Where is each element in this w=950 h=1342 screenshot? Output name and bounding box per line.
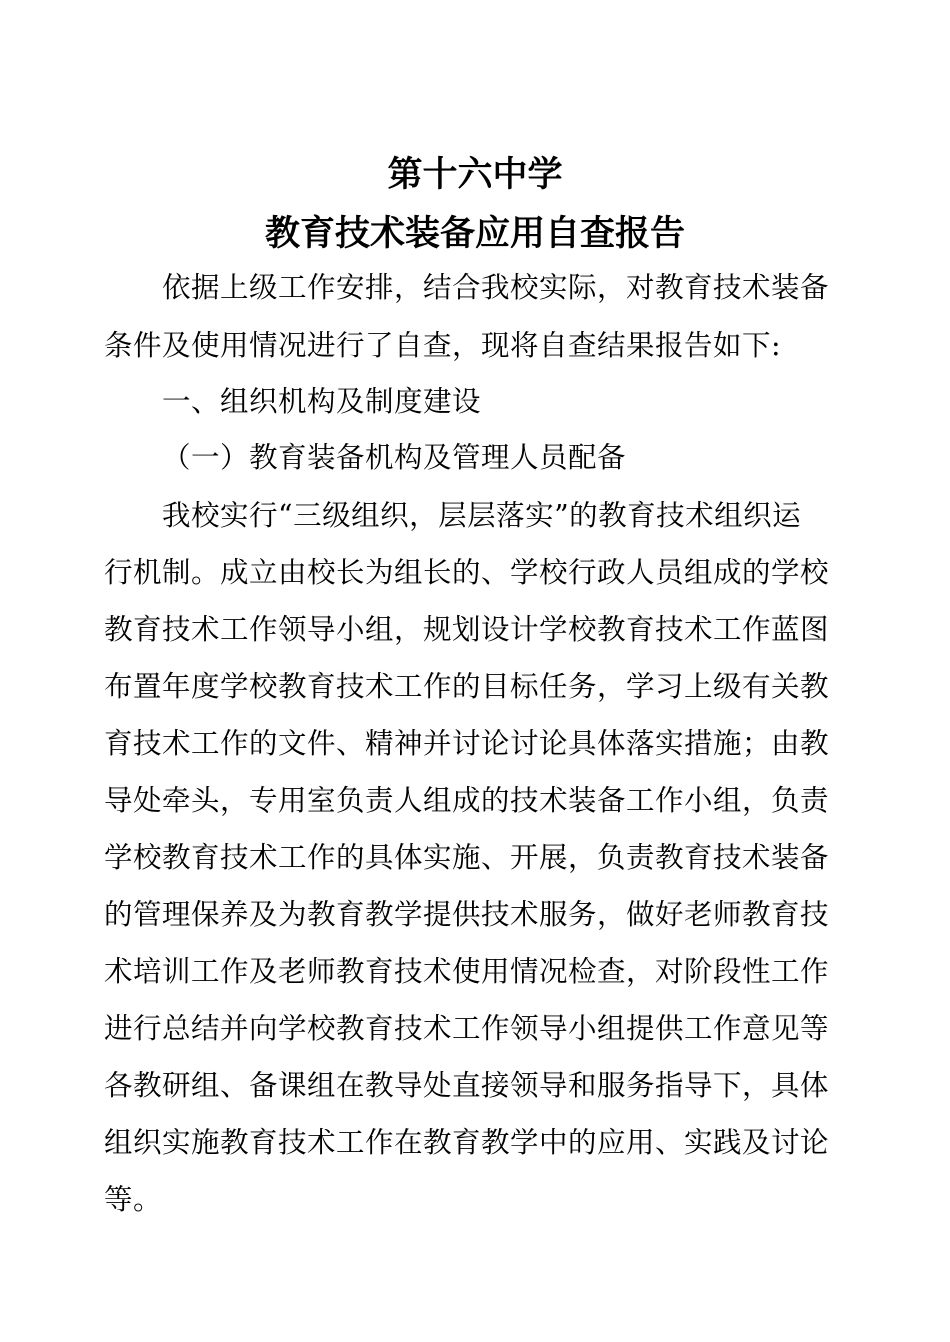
body-paragraph-line-3: 教育技术工作领导小组，规划设计学校教育技术工作蓝图 [104,613,830,646]
document-title-school: 第十六中学 [387,154,563,195]
body-paragraph-line-10: 进行总结并向学校教育技术工作领导小组提供工作意见等 [104,1012,830,1045]
body-paragraph-line-6: 导处牵头，专用室负责人组成的技术装备工作小组，负责 [104,784,830,817]
intro-paragraph-line-1: 依据上级工作安排，结合我校实际，对教育技术装备 [162,271,830,304]
section-heading-1: 一、组织机构及制度建设 [162,385,482,418]
body-paragraph-line-12: 组织实施教育技术工作在教育教学中的应用、实践及讨论 [104,1126,830,1159]
body-paragraph-line-4: 布置年度学校教育技术工作的目标任务，学习上级有关教 [104,670,830,703]
body-paragraph-line-1: 我校实行“三级组织，层层落实”的教育技术组织运 [162,499,802,532]
body-paragraph-line-9: 术培训工作及老师教育技术使用情况检查，对阶段性工作 [104,955,830,988]
body-paragraph-line-2: 行机制。成立由校长为组长的、学校行政人员组成的学校 [104,556,830,589]
subsection-heading-1: （一）教育装备机构及管理人员配备 [162,441,627,474]
document-title-report: 教育技术装备应用自查报告 [264,213,685,254]
body-paragraph-line-7: 学校教育技术工作的具体实施、开展，负责教育技术装备 [104,841,830,874]
body-paragraph-line-13: 等。 [104,1183,163,1216]
body-paragraph-line-5: 育技术工作的文件、精神并讨论讨论具体落实措施；由教 [104,727,830,760]
intro-paragraph-line-2: 条件及使用情况进行了自查，现将自查结果报告如下: [104,329,782,362]
body-paragraph-line-8: 的管理保养及为教育教学提供技术服务，做好老师教育技 [104,898,830,931]
body-paragraph-line-11: 各教研组、备课组在教导处直接领导和服务指导下，具体 [104,1069,830,1102]
